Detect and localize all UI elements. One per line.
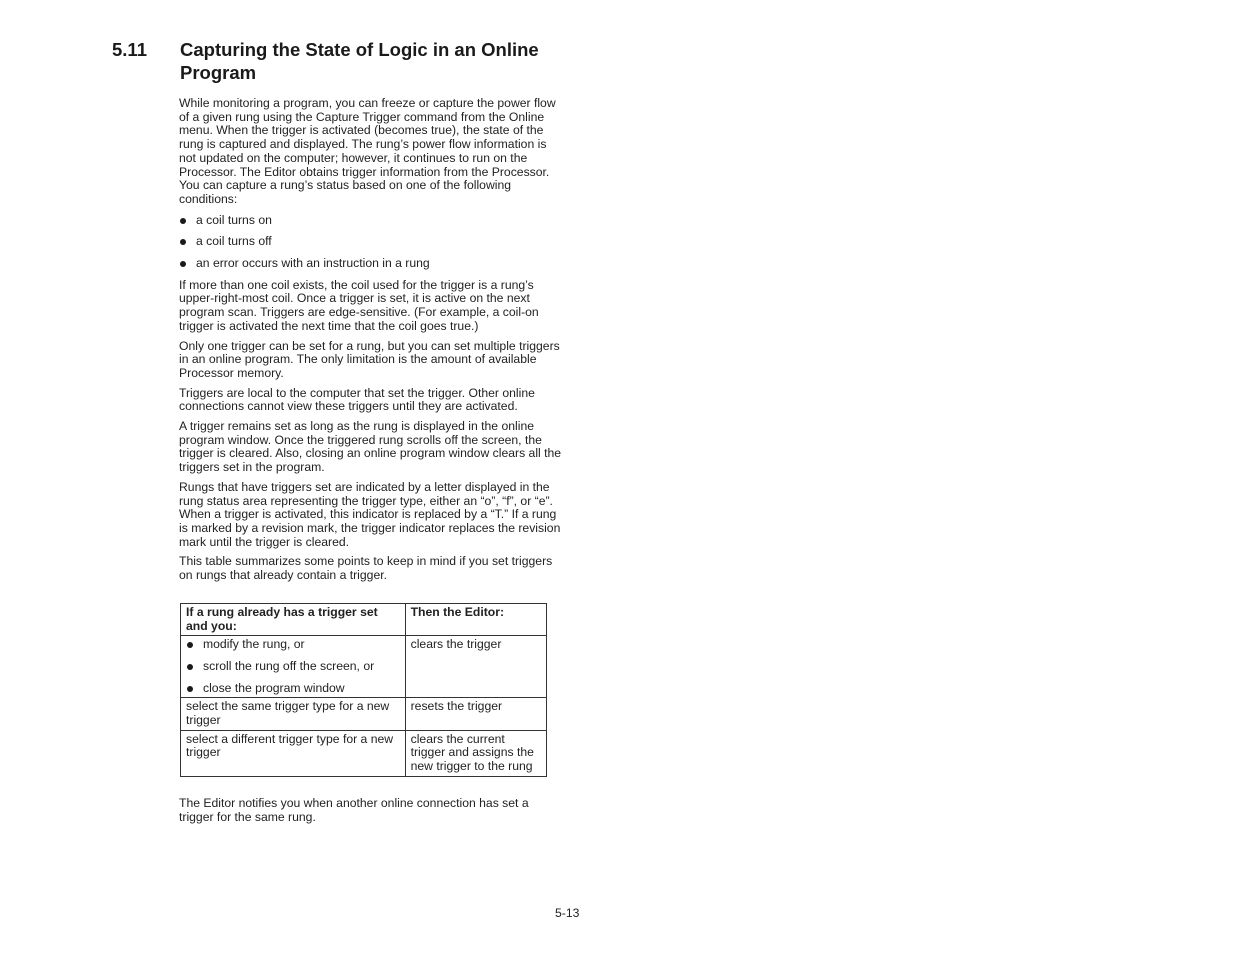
list-item-text: a coil turns off (196, 234, 272, 249)
condition-list (179, 214, 564, 271)
intro-paragraph: While monitoring a program, you can freeze or capture the power flow of a given rung using the Capture Trigger command from the Online menu. When the trigger is activated (becomes true), the state of the rung is captured and displayed. The rung’s power flow information is not updated on the computer; however, it continues to run on the Processor. The Editor obtains trigger information from the Processor. You can capture a rung’s status based on one of the following conditions: (179, 96, 556, 206)
paragraph-trigger-limit: Only one trigger can be set for a rung, but you can set multiple triggers in an online program. The only limitation is the amount of available Processor memory. (179, 338, 560, 380)
list-item (186, 682, 400, 696)
bullet-icon (180, 261, 186, 267)
list-item (179, 257, 564, 271)
section-number: 5.11 (112, 39, 147, 60)
table-cell: select a different trigger type for a new trigger (181, 730, 406, 776)
body-text (179, 97, 564, 830)
table-cell (181, 636, 406, 698)
list-item (179, 214, 564, 228)
list-item-text: an error occurs with an instruction in a rung (196, 256, 430, 271)
table-header-row (181, 603, 547, 635)
bullet-icon (187, 664, 193, 670)
bullet-icon (187, 686, 193, 692)
paragraph-status-indicator: Rungs that have triggers set are indicated by a letter displayed in the rung status area representing the trigger type, either an “o”, “f”, or “e”. When a trigger is activated, this indicator is replaced by a “T.” If a rung is marked by a revision mark, the trigger indicator replaces the revision mark until the trigger is cleared. (179, 479, 561, 549)
bullet-icon (180, 239, 186, 245)
list-item (186, 660, 400, 674)
paragraph-table-intro: This table summarizes some points to keep in mind if you set triggers on rungs that already contain a trigger. (179, 554, 553, 583)
section-title: Capturing the State of Logic in an Online Program (180, 39, 539, 83)
list-item (186, 638, 400, 652)
list-item-text: close the program window (203, 680, 345, 695)
table-cell: clears the trigger (405, 636, 546, 698)
paragraph-coil-rule: If more than one coil exists, the coil used for the trigger is a rung’s upper-right-most coil. Once a trigger is set, it is active on the next program scan. Triggers are edge-sensitive. (For example, a coil-on trigger is activated the next time that the coil goes true.) (179, 277, 539, 333)
trigger-rules-table (180, 603, 547, 777)
table-row (181, 730, 547, 776)
list-item-text: a coil turns on (196, 212, 272, 227)
bullet-icon (187, 642, 193, 648)
table-header-condition: If a rung already has a trigger set and you: (181, 603, 406, 635)
paragraph-trigger-clear: A trigger remains set as long as the rung is displayed in the online program window. Once the triggered rung scrolls off the screen, the trigger is cleared. Also, closing an online program window clears all the triggers set in the program. (179, 419, 562, 475)
action-list (186, 638, 400, 695)
list-item-text: scroll the rung off the screen, or (203, 658, 375, 673)
list-item (179, 235, 564, 249)
table-cell: clears the current trigger and assigns the new trigger to the rung (405, 730, 546, 776)
paragraph-local-triggers: Triggers are local to the computer that set the trigger. Other online connections cannot view these triggers until they are activated. (179, 385, 535, 414)
list-item-text: modify the rung, or (203, 637, 305, 652)
table-cell: select the same trigger type for a new trigger (181, 698, 406, 730)
closing-paragraph: The Editor notifies you when another online connection has set a trigger for the same rung. (179, 795, 529, 824)
bullet-icon (180, 218, 186, 224)
table-cell: resets the trigger (405, 698, 546, 730)
table-row (181, 636, 547, 698)
page-number: 5-13 (555, 906, 580, 920)
table-header-result: Then the Editor: (405, 603, 546, 635)
table-row (181, 698, 547, 730)
